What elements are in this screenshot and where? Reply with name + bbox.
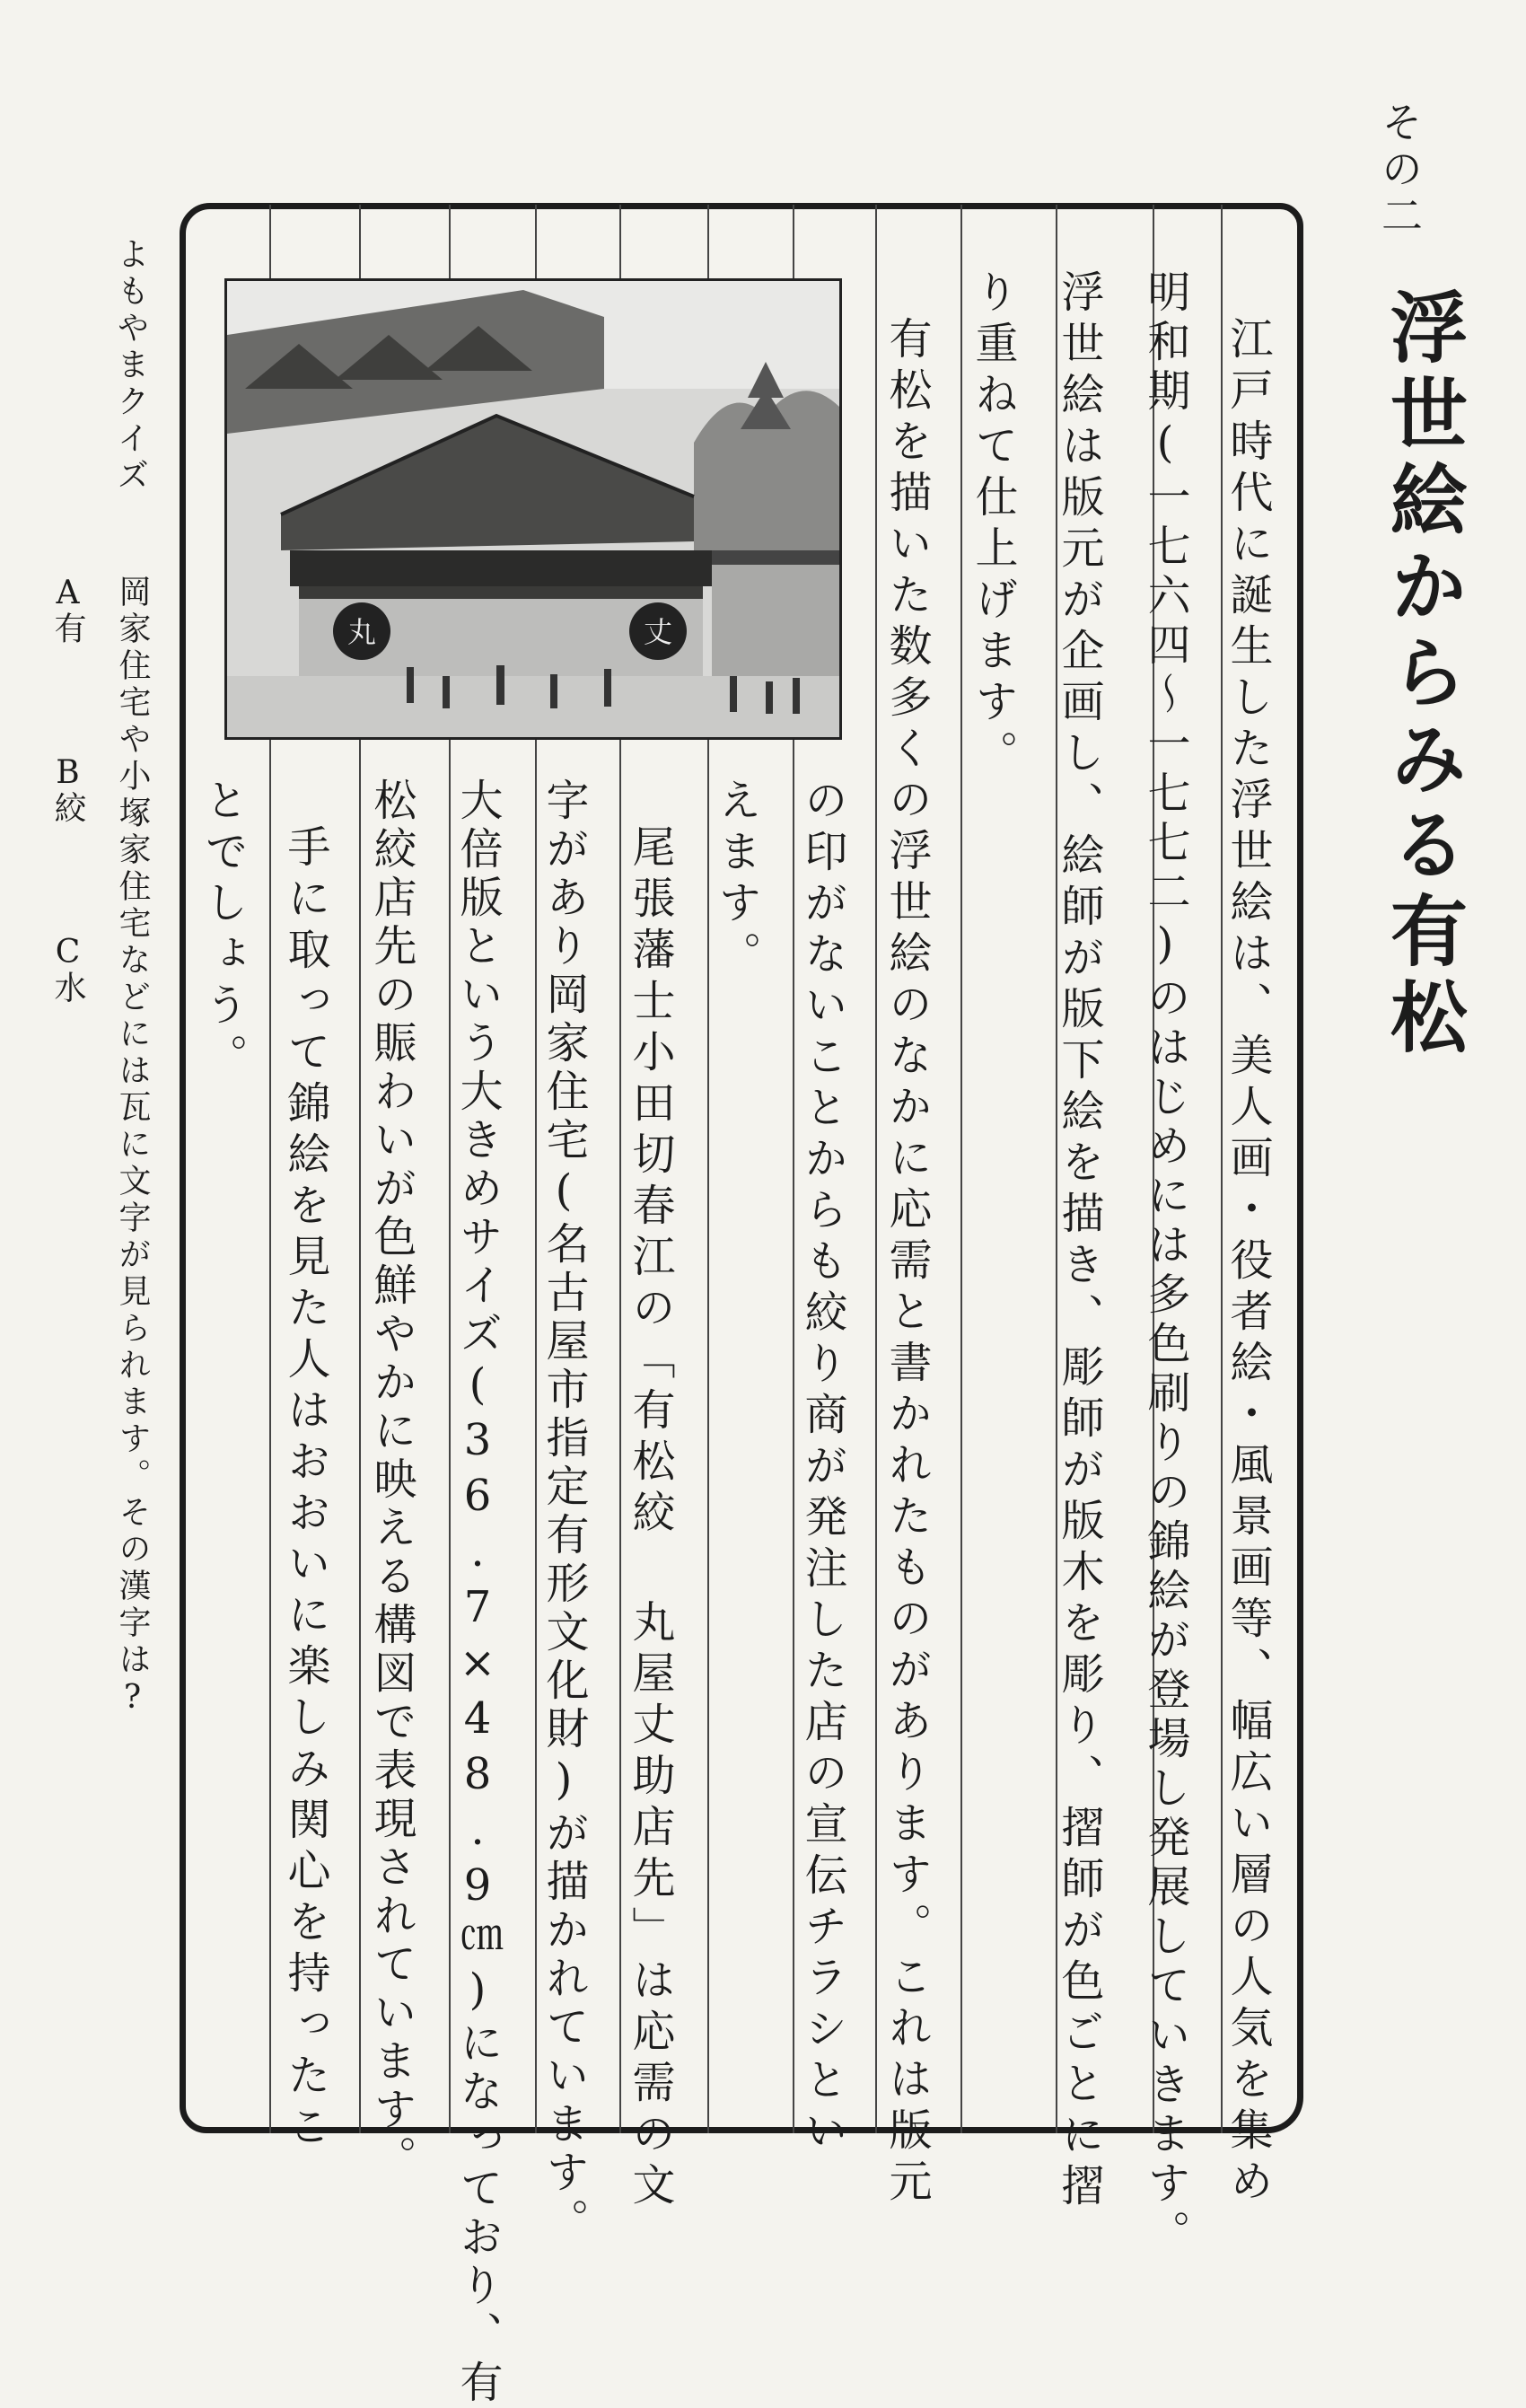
quiz-question: 岡家住宅や小塚家住宅などには瓦に文字が見られます。その漢字は? [114, 575, 151, 1720]
body-column: 字があり岡家住宅(名古屋市指定有形文化財)が描かれています。 [539, 778, 589, 2246]
body-column: 尾張藩士小田切春江の「有松絞 丸屋丈助店先」は応需の文 [625, 824, 675, 2213]
body-column: 江戸時代に誕生した浮世絵は、美人画・役者絵・風景画等、幅広い層の人気を集め [1223, 316, 1273, 2210]
column-rule [875, 205, 877, 2133]
body-column: 明和期(一七六四〜一七七二)のはじめには多色刷りの錦絵が登場し発展していきます。 [1140, 269, 1190, 2259]
body-column: 手に取って錦絵を見た人はおおいに楽しみ関心を持ったこ [280, 824, 330, 2155]
body-column: 浮世絵は版元が企画し、絵師が版下絵を描き、彫師が版木を彫り、摺師が色ごとに摺 [1054, 269, 1104, 2214]
body-column: 有松を描いた数多くの浮世絵のなかに応需と書かれたものがあります。これは版元 [881, 316, 932, 2210]
quiz-option-b: B絞 [49, 754, 86, 823]
body-column: 松絞店先の賑わいが色鮮やかに映える構図で表現されています。 [366, 778, 417, 2184]
body-column: えます。 [711, 778, 761, 982]
series-label: その二 [1375, 101, 1424, 241]
quiz-option-c: C水 [49, 934, 86, 1003]
ukiyoe-print-image [227, 281, 839, 737]
column-rule [960, 205, 962, 2133]
ukiyoe-illustration [224, 278, 842, 740]
body-column: り重ねて仕上げます。 [968, 269, 1018, 781]
crest-maru: 丸 [346, 615, 377, 649]
body-column: とでしょう。 [197, 778, 248, 1085]
quiz-option-a: A有 [49, 575, 86, 644]
body-column: 大倍版という大きめサイズ(36.7×48.9㎝)になっており、有 [452, 778, 503, 2408]
quiz-heading: よもやまクイズ [112, 237, 149, 495]
crest-jo: 丈 [643, 615, 673, 649]
page-title: 浮世絵からみる有松 [1377, 287, 1468, 1063]
body-column: の印がないことからも絞り商が発注した店の宣伝チラシとい [797, 778, 847, 2159]
